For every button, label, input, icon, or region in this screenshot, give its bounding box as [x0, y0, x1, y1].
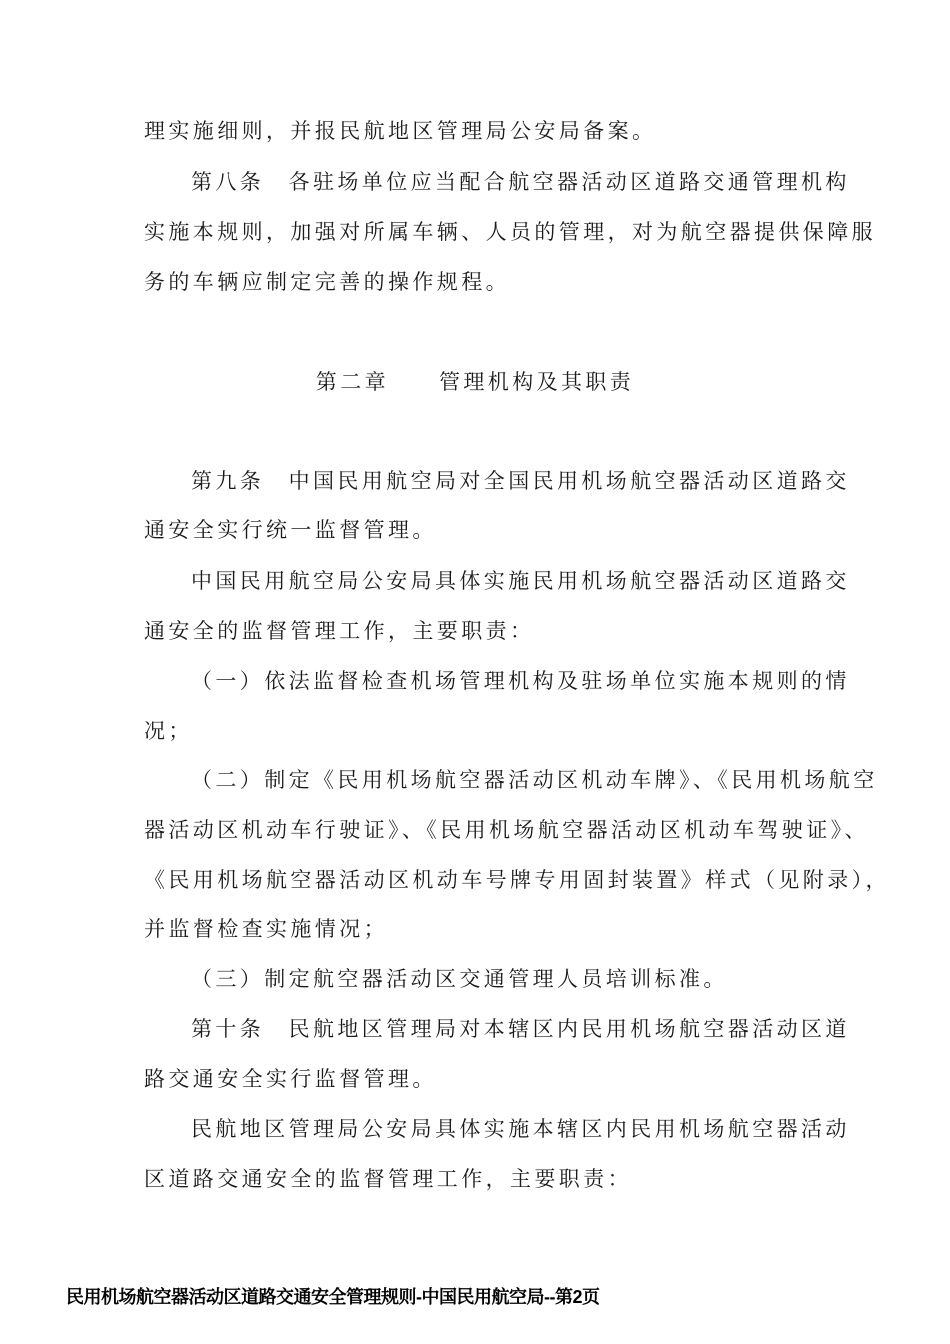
- paragraph-line: （二）制定《民用机场航空器活动区机动车牌》、《民用机场航空: [191, 768, 878, 792]
- paragraph-line: 路交通安全实行监督管理。: [144, 1067, 437, 1091]
- chapter-number: 第二章: [315, 370, 389, 394]
- paragraph-line: 区道路交通安全的监督管理工作，主要职责：: [144, 1167, 632, 1191]
- chapter-title: 管理机构及其职责: [439, 370, 635, 394]
- paragraph-line: 第八条 各驻场单位应当配合航空器活动区道路交通管理机构: [191, 170, 850, 194]
- paragraph-line: 实施本规则，加强对所属车辆、人员的管理，对为航空器提供保障服: [144, 220, 876, 244]
- paragraph-line: 民航地区管理局公安局具体实施本辖区内民用机场航空器活动: [191, 1117, 850, 1141]
- paragraph-line: 务的车辆应制定完善的操作规程。: [144, 270, 510, 294]
- paragraph-line: （三）制定航空器活动区交通管理人员培训标准。: [191, 967, 728, 991]
- paragraph-line: 通安全实行统一监督管理。: [144, 518, 437, 542]
- paragraph-line: 通安全的监督管理工作，主要职责：: [144, 619, 535, 643]
- paragraph-line: 中国民用航空局公安局具体实施民用机场航空器活动区道路交: [191, 569, 850, 593]
- paragraph-line: 《民用机场航空器活动区机动车号牌专用固封装置》样式（见附录），: [144, 868, 890, 892]
- paragraph-line: 第十条 民航地区管理局对本辖区内民用机场航空器活动区道: [191, 1017, 850, 1041]
- paragraph-line: 并监督检查实施情况；: [144, 917, 388, 941]
- paragraph-line: 理实施细则，并报民航地区管理局公安局备案。: [144, 119, 657, 143]
- chapter-heading: [0, 367, 950, 397]
- paragraph-line: 第九条 中国民用航空局对全国民用机场航空器活动区道路交: [191, 469, 850, 493]
- page-footer: 民用机场航空器活动区道路交通安全管理规则-中国民用航空局--第2页: [66, 1287, 600, 1307]
- paragraph-line: 器活动区机动车行驶证》、《民用机场航空器活动区机动车驾驶证》、: [144, 818, 869, 842]
- paragraph-line: 况；: [144, 719, 193, 743]
- paragraph-line: （一）依法监督检查机场管理机构及驻场单位实施本规则的情: [191, 669, 850, 693]
